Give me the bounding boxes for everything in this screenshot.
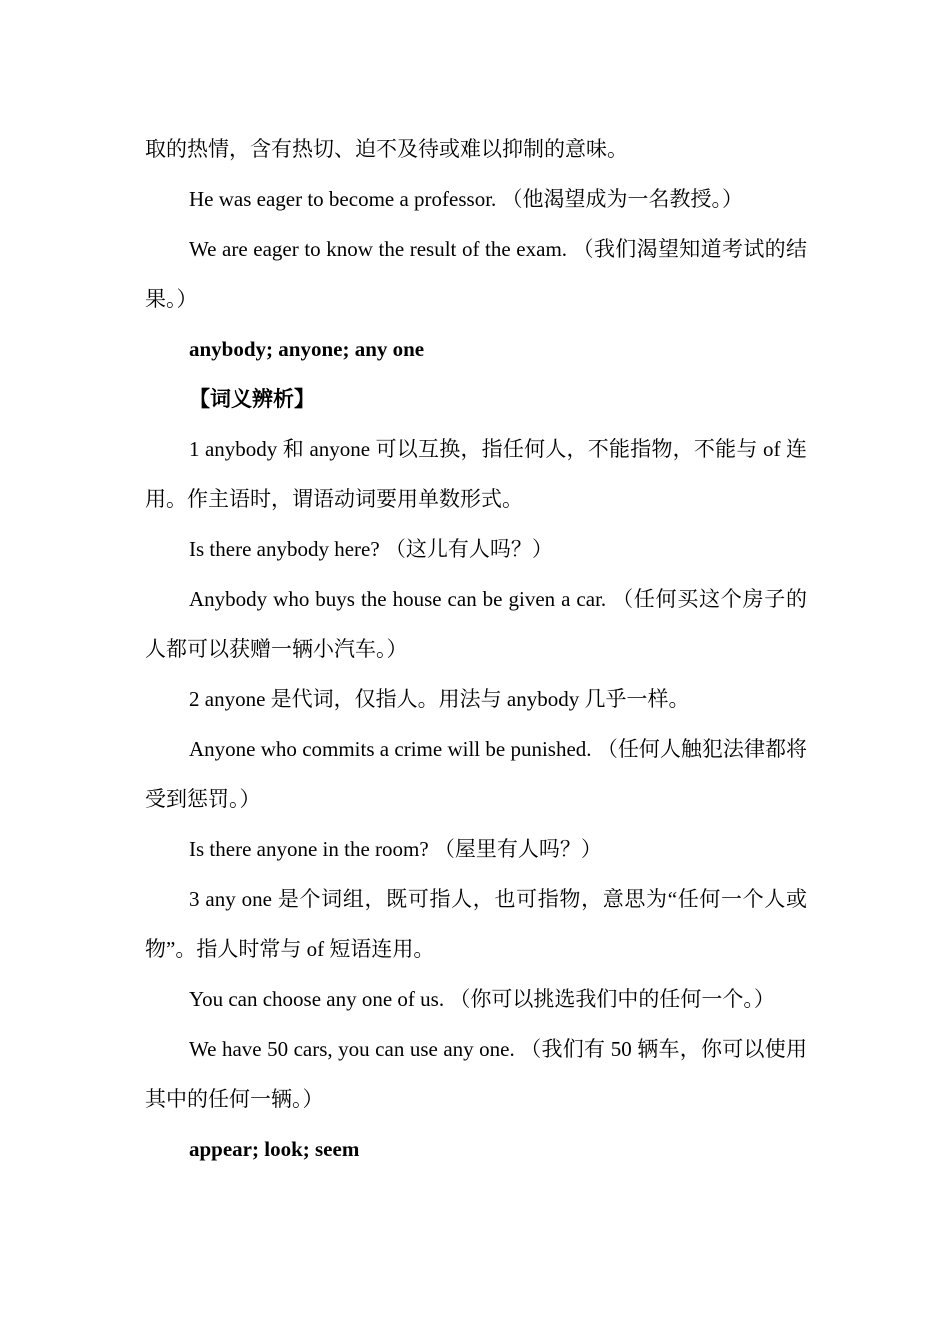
example-sentence: Is there anyone in the room? （屋里有人吗？） [189, 837, 602, 861]
example-sentence: We have 50 cars, you can use any one. （我们有 50 辆车，你可以使用其中的任何一辆。） [145, 1037, 807, 1111]
document-page [145, 124, 807, 1174]
example-sentence: We are eager to know the result of the exam. （我们渴望知道考试的结果。） [145, 237, 807, 311]
explanation-paragraph: 2 anyone 是代词，仅指人。用法与 anybody 几乎一样。 [189, 687, 690, 711]
example-sentence: Is there anybody here? （这儿有人吗？） [189, 537, 553, 561]
section-heading: appear; look; seem [189, 1137, 360, 1161]
paragraph-continuation: 取的热情，含有热切、迫不及待或难以抑制的意味。 [145, 137, 628, 161]
section-heading: anybody; anyone; any one [189, 337, 425, 361]
subsection-heading: 【词义辨析】 [189, 387, 315, 411]
example-sentence: He was eager to become a professor. （他渴望成为一名教授。） [189, 187, 744, 211]
example-sentence: You can choose any one of us. （你可以挑选我们中的任何一个。） [189, 987, 775, 1011]
example-sentence: Anyone who commits a crime will be punished. （任何人触犯法律都将受到惩罚。） [145, 737, 807, 811]
explanation-paragraph: 3 any one 是个词组，既可指人，也可指物，意思为“任何一个人或物”。指人时常与 of 短语连用。 [145, 887, 807, 961]
example-sentence: Anybody who buys the house can be given a car. （任何买这个房子的人都可以获赠一辆小汽车。） [145, 587, 807, 661]
explanation-paragraph: 1 anybody 和 anyone 可以互换，指任何人，不能指物，不能与 of 连用。作主语时，谓语动词要用单数形式。 [145, 437, 807, 511]
